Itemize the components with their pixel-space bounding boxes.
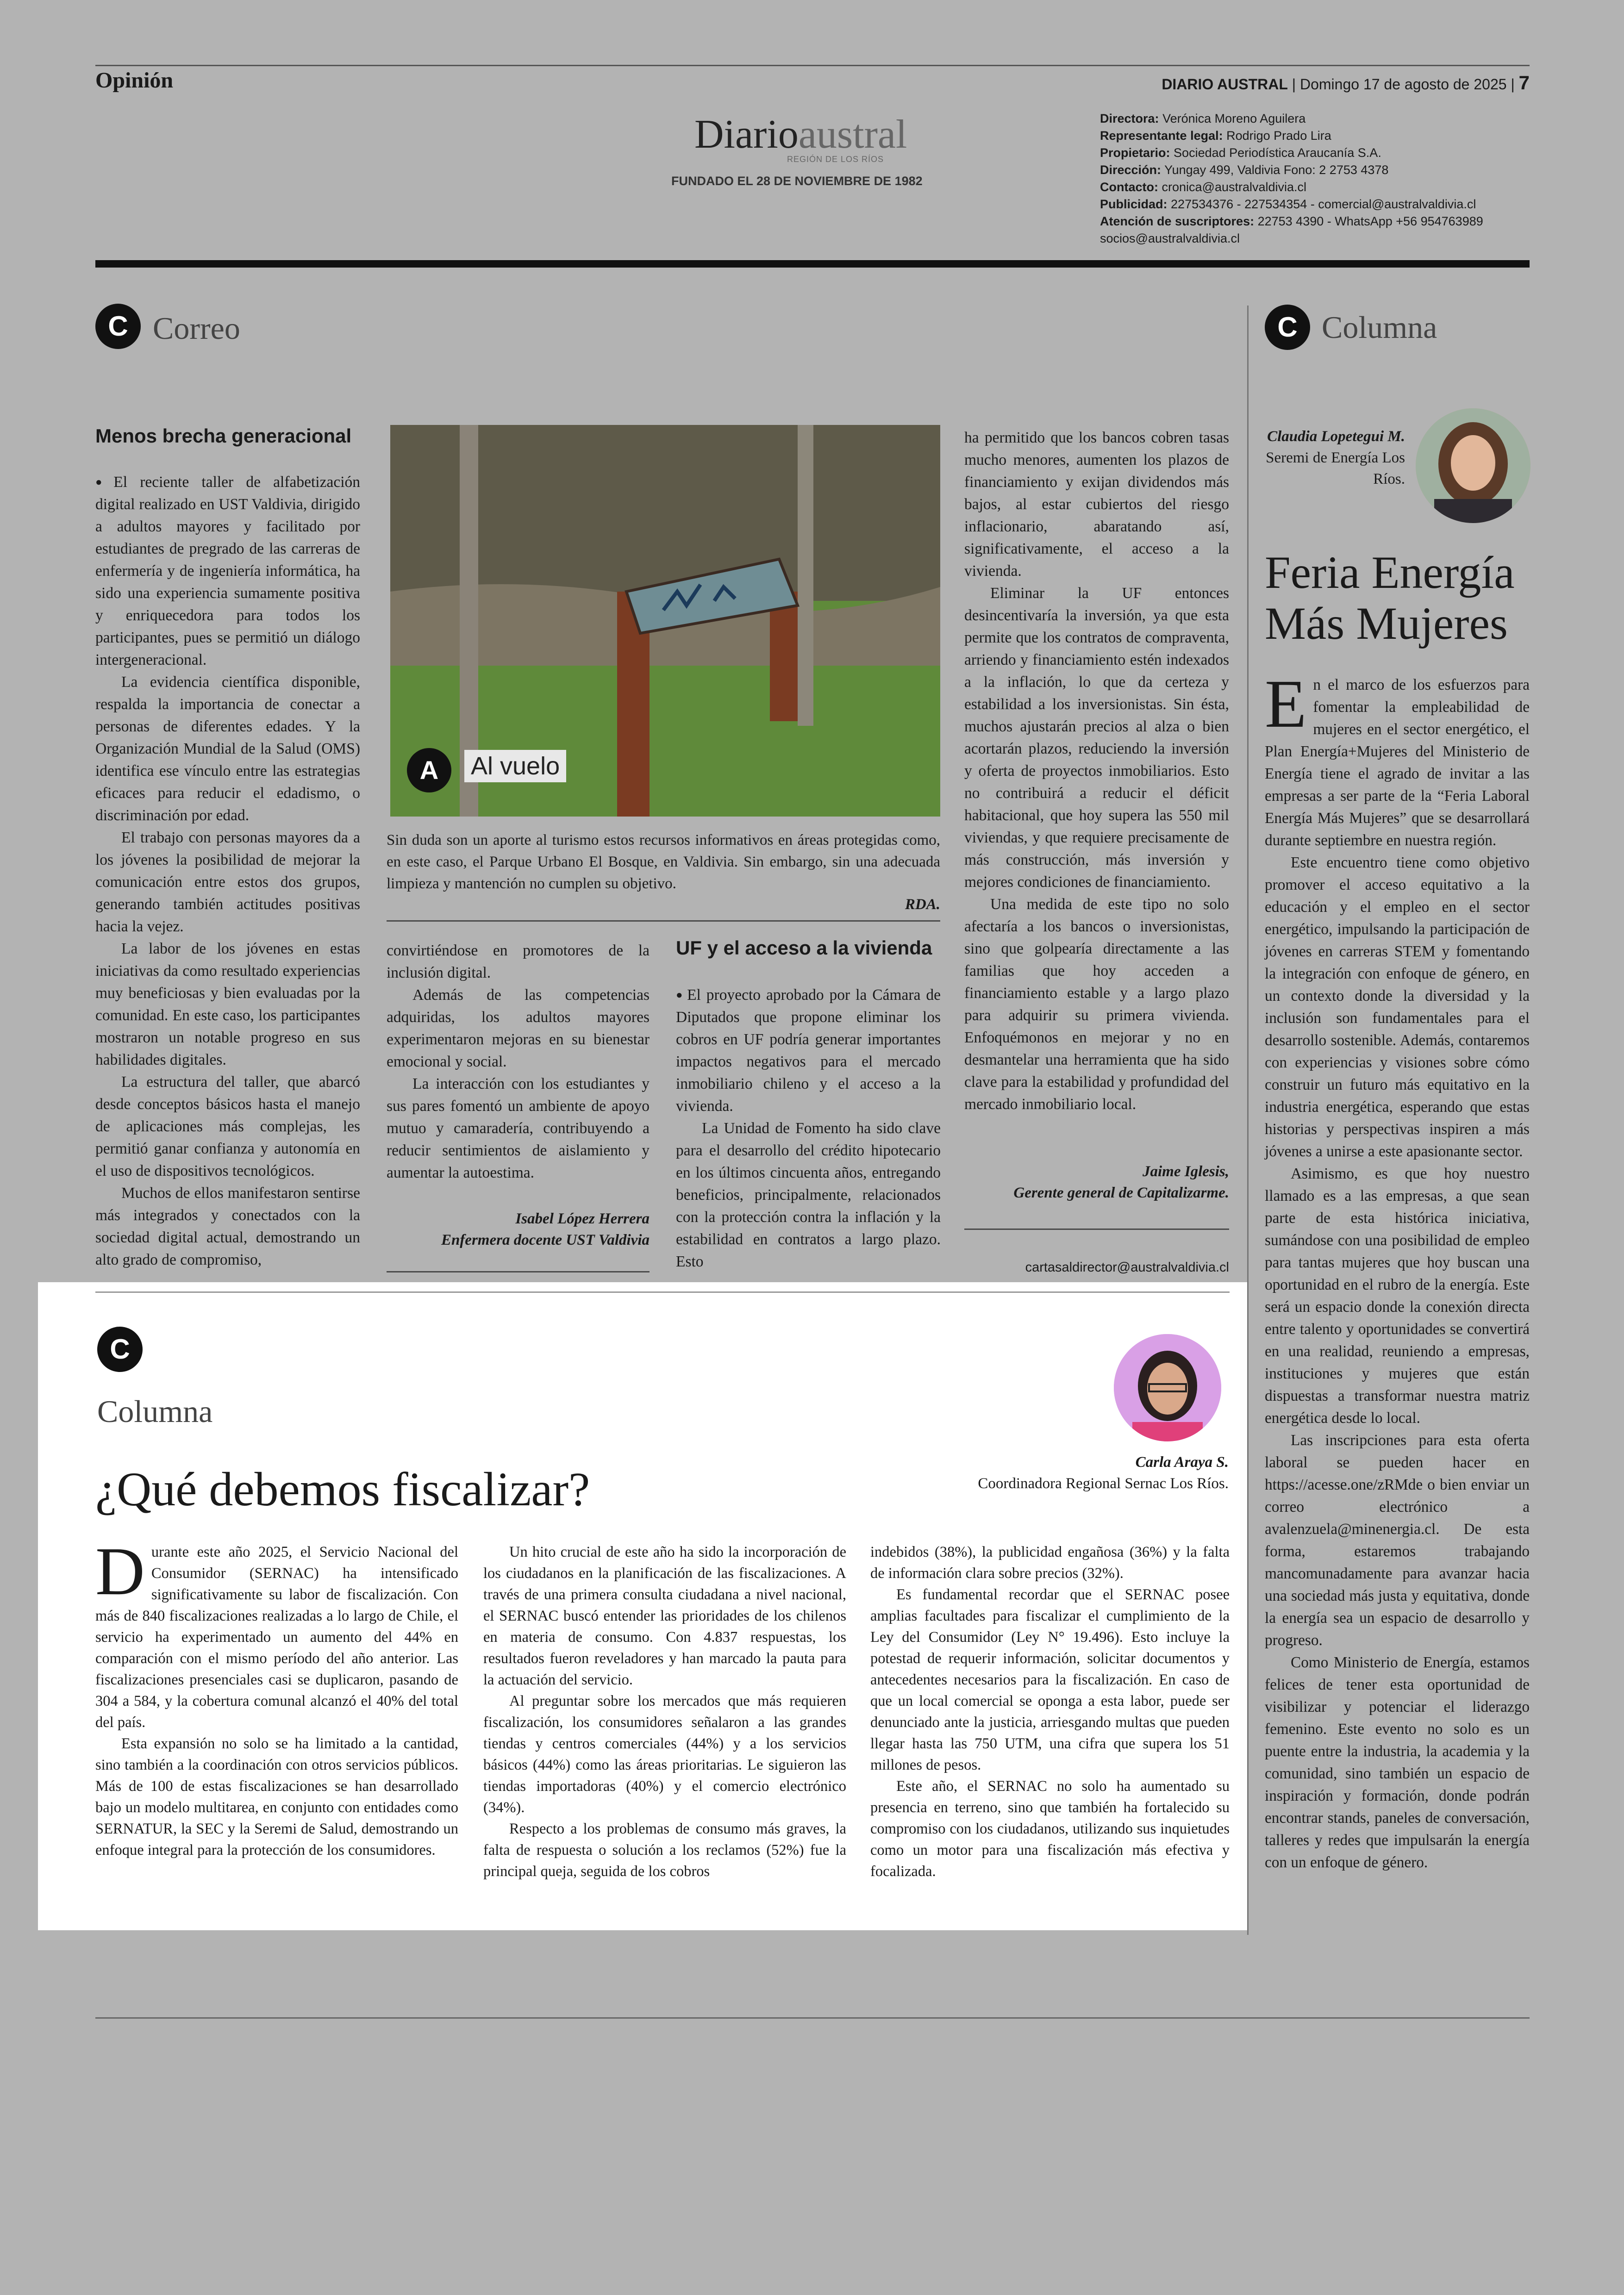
staff-label: Dirección: — [1100, 163, 1162, 177]
staff-label: Publicidad: — [1100, 197, 1168, 211]
staff-row — [1100, 213, 1517, 230]
letters-email: cartasaldirector@australvaldivia.cl — [1025, 1260, 1229, 1275]
letter2-title: UF y el acceso a la vivienda — [676, 937, 932, 959]
author-role: Coordinadora Regional Sernac Los Ríos. — [978, 1475, 1229, 1492]
staff-row — [1100, 110, 1517, 127]
paragraph: Respecto a los problemas de consumo más graves, la falta de respuesta o solución a los reclamos (52%) fue la principal queja, seguida de los cobros — [483, 1821, 846, 1880]
author-avatar — [1114, 1334, 1221, 1441]
caption-text: Sin duda son un aporte al turismo estos recursos informativos en áreas protegidas como, en este caso, el Parque Urbano El Bosque, en Valdivia. Sin embargo, sin una adecuada limpieza y mantención no cumplen su objetivo. — [387, 832, 940, 892]
columna-bottom-col1 — [95, 1534, 458, 1861]
columna-right-author — [1250, 426, 1405, 490]
page-bottom-rule — [95, 2017, 1530, 2019]
paragraph-text: n el marco de los esfuerzos para fomentar la empleabilidad de mujeres en el sector energético, el Plan Energía+Mujeres del Ministerio de Energía tiene el agrado de invitar a las empresas a ser parte de la “Feria Laboral Energía Más Mujeres” que se desarrollará durante septiembre en nuestra región. — [1265, 676, 1530, 849]
logo-main: Diario — [694, 112, 799, 157]
staff-value: Sociedad Periodística Araucanía S.A. — [1174, 146, 1381, 160]
staff-row — [1100, 162, 1517, 179]
staff-value: Rodrigo Prado Lira — [1226, 129, 1331, 143]
header-top-rule — [95, 65, 1530, 66]
author-name: Claudia Lopetegui M. — [1267, 428, 1405, 445]
photo-al-vuelo — [390, 425, 940, 817]
columna-right-badge: C — [1265, 305, 1310, 350]
paragraph: La interacción con los estudiantes y sus pares fomentó un ambiente de apoyo mutuo y camaradería, contribuyendo a reducir sentimientos de aislamiento y aumentar la autoestima. — [387, 1075, 650, 1181]
masthead-logo — [694, 111, 926, 158]
letter2-end-rule — [964, 1229, 1229, 1230]
letter1-signature — [387, 1208, 650, 1251]
dropcap: E — [1265, 666, 1307, 742]
staff-row — [1100, 179, 1517, 196]
author-role: Seremi de Energía Los Ríos. — [1266, 449, 1405, 487]
paragraph: Es fundamental recordar que el SERNAC posee amplias facultades para fiscalizar el cumplimiento de la Ley del Consumidor (Ley N° 19.496). Esto incluye la potestad de requerir información, solicitar documentos y antecedentes necesarios para la fiscalización. En caso de que un local comercial se oponga a esta labor, puede ser denunciado ante la justicia, arriesgando multas que pueden llegar hasta las 750 UTM, una cifra que supera los 51 millones de pesos. — [870, 1586, 1230, 1773]
avatar-illustration — [1114, 1334, 1221, 1441]
letter1-column1 — [95, 471, 360, 1271]
staff-row — [1100, 196, 1517, 213]
staff-row — [1100, 127, 1517, 144]
columna-right-kicker: Columna — [1322, 310, 1437, 345]
staff-label: Representante legal: — [1100, 129, 1223, 143]
avatar-illustration — [1416, 408, 1530, 523]
paragraph: ● El reciente taller de alfabetización digital realizado en UST Valdivia, dirigido a adultos mayores y facilitado por estudiantes de pregrado de las carreras de enfermería y de ingeniería informática, ha sido una experiencia sumamente positiva y enriquecedora para todos los participantes, pues se permitió un diálogo intergeneracional. — [95, 471, 360, 671]
columna-bottom-title: ¿Qué debemos fiscalizar? — [95, 1463, 590, 1516]
paragraph: Este encuentro tiene como objetivo promover el acceso equitativo a la educación y el empleo en el sector energético, impulsando la participación de jóvenes en carreras STEM y fomentando la integración con enfoque de género, en un contexto donde la diversidad y la inclusión son fundamentales para el desarrollo sostenible. Además, contaremos con experiencias y visiones sobre cómo construir un futuro más equitativo en la industria energética, esperando que estas historias y perspectivas inspiren a más jóvenes a unirse a este apasionante sector. — [1265, 854, 1530, 1160]
columna-bottom-kicker: Columna — [97, 1394, 213, 1429]
columna-bottom-badge: C — [97, 1327, 143, 1372]
paragraph: Esta expansión no solo se ha limitado a la cantidad, sino también a la coordinación con otros servicios públicos. Más de 100 de estas fiscalizaciones se han desarrollado bajo un modelo multitarea, en conjunto con entidades como SERNATUR, la SEC y la Seremi de Salud, demostrando un enfoque integral para la protección de los consumidores. — [95, 1735, 458, 1858]
author-name: Carla Araya S. — [1135, 1454, 1229, 1471]
staff-value: 22753 4390 - WhatsApp +56 954763989 — [1257, 214, 1483, 228]
paragraph: Este año, el SERNAC no solo ha aumentado su presencia en terreno, sino que también ha fortalecido su compromiso con los ciudadanos, utilizando sus inquietudes como un motor para una fiscalización más efectiva y focalizada. — [870, 1778, 1230, 1880]
paragraph: La Unidad de Fomento ha sido clave para el desarrollo del crédito hipotecario en los últimos cincuenta años, entregando beneficios, principalmente, relacionados con la protección contra la inflación y la estabilidad en contratos a largo plazo. Esto — [676, 1120, 941, 1270]
paragraph: ha permitido que los bancos cobren tasas mucho menores, aumenten los plazos de financiamiento y exijan dividendos más bajos, al estar cubiertos del riesgo inflacionario, abaratando así, significativamente, el acceso a la vivienda. — [964, 429, 1229, 580]
columna-bottom-author — [880, 1452, 1229, 1494]
folio-paper: DIARIO AUSTRAL — [1162, 76, 1288, 93]
staff-row — [1100, 144, 1517, 162]
paragraph: El trabajo con personas mayores da a los jóvenes la posibilidad de mejorar la comunicación entre estos dos grupos, generando también actitudes positivas hacia la vejez. — [95, 829, 360, 935]
columna-right-body — [1265, 666, 1530, 1874]
logo-accent: austral — [798, 112, 907, 157]
header-heavy-rule — [95, 260, 1530, 268]
columna-right-title: Feria Energía Más Mujeres — [1265, 547, 1515, 649]
staff-value: cronica@australvaldivia.cl — [1162, 180, 1307, 194]
paragraph: La estructura del taller, que abarcó desde conceptos básicos hasta el manejo de aplicaciones más complejas, les permitió ganar confianza y autonomía en el uso de dispositivos tecnológicos. — [95, 1073, 360, 1179]
photo-caption — [387, 829, 940, 895]
founded-line: FUNDADO EL 28 DE NOVIEMBRE DE 1982 — [671, 174, 923, 188]
letter1-title: Menos brecha generacional — [95, 425, 352, 447]
paragraph: Una medida de este tipo no solo afectaría a los bancos o inversionistas, sino que golpearía directamente a las familias que hoy acceden a financiamiento estable y a largo plazo para adquirir su primera vivienda. Enfoquémonos en mejorar y no en desmantelar una herramienta que ha sido clave para la estabilidad y profundidad del mercado inmobiliario local. — [964, 896, 1229, 1113]
author-role: Gerente general de Capitalizarme. — [1013, 1185, 1229, 1201]
letter1-end-rule — [387, 1271, 650, 1272]
correo-kicker: Correo — [153, 311, 240, 346]
letter2-column2 — [964, 427, 1229, 1116]
letter2-column1 — [676, 984, 941, 1273]
staff-box — [1100, 110, 1517, 247]
paragraph: Eliminar la UF entonces desincentivaría la inversión, ya que esta permite que los contratos de compraventa, arriendo y financiamiento estén indexados a la inflación, lo que da certeza y estabilidad a los inversionistas. Sin ésta, muchos ajustarán precios al alza o bien acortarán plazos, reduciendo la inversión y oferta de proyectos inmobiliarios. Esto no contribuirá a reducir el déficit habitacional, que hoy supera las 550 mil viviendas, y que requiere precisamente de más construcción, más inversión y mejores condiciones de financiamiento. — [964, 585, 1229, 891]
paragraph: Las inscripciones para esta oferta laboral se pueden hacer en https://acesse.one/zRMde o bien enviar un correo electrónico a avalenzuela@minenergia.cl. De esta forma, estaremos trabajando mancomunadamente para avanzar hacia una sociedad más justa y equitativa, donde la energía sea un espacio de desarrollo y progreso. — [1265, 1432, 1530, 1649]
author-role: Enfermera docente UST Valdivia — [441, 1232, 650, 1248]
columna-bottom-col2 — [483, 1541, 846, 1882]
staff-row — [1100, 230, 1517, 247]
author-avatar — [1416, 408, 1530, 523]
staff-value: Yungay 499, Valdivia Fono: 2 2753 4378 — [1164, 163, 1389, 177]
author-name: Isabel López Herrera — [515, 1210, 650, 1227]
paragraph: Como Ministerio de Energía, estamos felices de tener esta oportunidad de visibilizar y potenciar el liderazgo femenino. Este evento no solo es un puente entre la industria, la academia y la comunidad, sino también un espacio de inspiración y formación, donde podrán encontrar stands, paneles de conversación, talleres y redes que impulsarán la energía con un enfoque de género. — [1265, 1654, 1530, 1871]
paragraph — [95, 1534, 458, 1733]
column-divider — [1247, 306, 1249, 1935]
correo-badge: C — [95, 304, 141, 349]
dropcap: D — [95, 1534, 145, 1609]
logo-sub: REGIÓN DE LOS RÍOS — [787, 155, 884, 164]
paragraph: Un hito crucial de este año ha sido la incorporación de los ciudadanos en la planificación de las fiscalizaciones. A través de una primera consulta ciudadana a nivel nacional, el SERNAC buscó entender las prioridades de los chilenos en materia de consumo. Con 4.837 respuestas, los resultados fueron reveladores y han marcado la pauta para la actuación del servicio. — [483, 1544, 846, 1688]
letter2-signature — [964, 1161, 1229, 1204]
staff-value: socios@australvaldivia.cl — [1100, 231, 1240, 245]
caption-rule — [387, 920, 940, 922]
paragraph: indebidos (38%), la publicidad engañosa (36%) y la falta de información clara sobre precios (32%). — [870, 1544, 1230, 1582]
staff-value: 227534376 - 227534354 - comercial@australvaldivia.cl — [1171, 197, 1476, 211]
staff-value: Verónica Moreno Aguilera — [1162, 112, 1306, 125]
paragraph: Además de las competencias adquiridas, los adultos mayores experimentaron mejoras en su bienestar emocional y social. — [387, 986, 650, 1070]
letter1-column2 — [387, 940, 650, 1184]
paragraph: Asimismo, es que hoy nuestro llamado es a las empresas, a que sean parte de esta histórica iniciativa, sumándose con una posibilidad de empleo para tantas mujeres que hoy buscan una oportunidad en el rubro de la energía. Este será un espacio donde la conexión directa entre talento y oportunidades se convertirá en una realidad, reuniendo a empresas, instituciones y mujeres que están dispuestas a transformar nuestra matriz energética desde lo local. — [1265, 1165, 1530, 1427]
paragraph: Al preguntar sobre los mercados que más requieren fiscalización, los consumidores señalaron a las grandes tiendas y centros comerciales (44%) y a los servicios básicos (44%) como las áreas prioritarias. Le siguieron las tiendas importadoras (40%) y el comercio electrónico (34%). — [483, 1693, 846, 1816]
photo-label: Al vuelo — [464, 750, 566, 782]
staff-label: Contacto: — [1100, 180, 1158, 194]
folio-separator: | — [1511, 76, 1519, 93]
photo-badge: A — [407, 748, 451, 792]
paragraph — [1265, 666, 1530, 852]
paragraph: La evidencia científica disponible, respalda la importancia de conectar a personas de diferentes edades. Y la Organización Mundial de la Salud (OMS) identifica ese vínculo entre las estrategias eficaces para reducir el edadismo, o discriminación por edad. — [95, 674, 360, 824]
staff-label: Propietario: — [1100, 146, 1170, 160]
paragraph: convirtiéndose en promotores de la inclusión digital. — [387, 942, 650, 981]
staff-label: Directora: — [1100, 112, 1159, 125]
section-label: Opinión — [95, 68, 174, 93]
folio-page: 7 — [1518, 72, 1530, 94]
panel-top-rule — [95, 1291, 1230, 1293]
folio-separator: | — [1292, 76, 1300, 93]
paragraph: La labor de los jóvenes en estas iniciativas da como resultado experiencias muy beneficiosas y bien evaluadas por la comunidad. En este caso, los participantes mostraron un notable progreso en sus habilidades digitales. — [95, 940, 360, 1068]
author-name: Jaime Iglesis, — [1143, 1163, 1229, 1180]
columna-bottom-col3 — [870, 1541, 1230, 1882]
paragraph: Muchos de ellos manifestaron sentirse más integrados y conectados con la sociedad digital actual, demostrando un alto grado de compromiso, — [95, 1185, 360, 1268]
paragraph: ● El proyecto aprobado por la Cámara de Diputados que propone eliminar los cobros en UF podría generar importantes impactos negativos para el mercado inmobiliario chileno y el acceso a la vivienda. — [676, 984, 941, 1117]
paragraph-text: urante este año 2025, el Servicio Nacional del Consumidor (SERNAC) ha intensificado significativamente su labor de fiscalización. Con más de 840 fiscalizaciones realizadas a lo largo de Chile, el servicio ha experimentado un aumento del 44% en comparación con el mismo período del año anterior. Las fiscalizaciones presenciales casi se duplicaron, pasando de 304 a 584, y la cobertura comunal alcanzó el 40% del total del país. — [95, 1544, 458, 1731]
photo-credit: RDA. — [905, 896, 940, 913]
folio — [1162, 72, 1530, 94]
staff-label: Atención de suscriptores: — [1100, 214, 1255, 228]
folio-date: Domingo 17 de agosto de 2025 — [1299, 76, 1507, 93]
